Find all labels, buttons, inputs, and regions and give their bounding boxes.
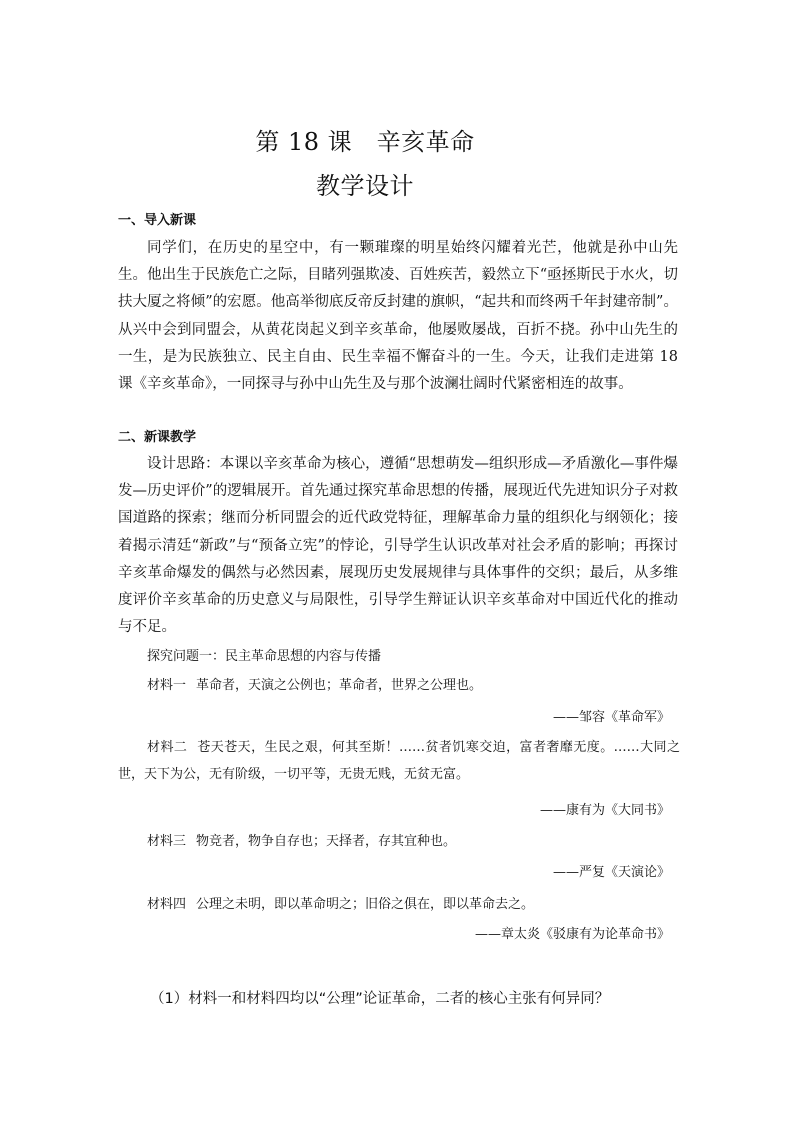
lesson-subtitle: 教学设计: [316, 172, 414, 200]
material-4: [118, 891, 680, 918]
material-2-source: ——康有为《大同书》: [539, 803, 670, 818]
material-1: [118, 672, 680, 699]
section-heading-new-lesson: 二、新课教学: [118, 430, 197, 445]
material-text: 革命者，天演之公例也；革命者，世界之公理也。: [196, 678, 483, 693]
material-3: [118, 828, 680, 855]
material-label: 材料三: [147, 834, 187, 849]
material-label: 材料一: [147, 678, 187, 693]
material-text: 苍天苍天，生民之艰，何其至斯！……贫者饥寒交迫，富者奢靡无度。……大同之世，天下为公，无有阶级，一切平等，无贵无贱，无贫无富。: [118, 740, 680, 782]
lesson-title: 第 18 课 辛亥革命: [255, 128, 475, 156]
material-1-source: ——邹容《革命军》: [552, 710, 670, 725]
material-label: 材料四: [147, 897, 187, 912]
material-2: [118, 734, 680, 788]
material-4-source: ——章太炎《驳康有为论革命书》: [474, 927, 670, 942]
material-text: 物竞者，物争自存也；天择者，存其宜种也。: [196, 834, 457, 849]
material-3-source: ——严复《天演论》: [552, 865, 670, 880]
design-idea-paragraph: 设计思路：本课以辛亥革命为核心，遵循“思想萌发—组织形成—矛盾激化—事件爆发—历史评价”的逻辑展开。首先通过探究革命思想的传播，展现近代先进知识分子对救国道路的探索；继而分析同盟会的近代政党特征，理解革命力量的组织化与纲领化；接着揭示清廷“新政”与“预备立宪”的悖论，引导学生认识改革对社会矛盾的影响；再探讨辛亥革命爆发的偶然与必然因素，展现历史发展规律与具体事件的交织；最后，从多维度评价辛亥革命的历史意义与局限性，引导学生辩证认识辛亥革命对中国近代化的推动与不足。: [118, 456, 678, 636]
material-text: 公理之未明，即以革命明之；旧俗之俱在，即以革命去之。: [196, 897, 535, 912]
inquiry-question-title: 探究问题一：民主革命思想的内容与传播: [147, 649, 382, 664]
material-label: 材料二: [147, 740, 188, 755]
sub-question-1: （1）材料一和材料四均以“公理”论证革命，二者的核心主张有何异同？: [150, 991, 610, 1007]
intro-paragraph: 同学们，在历史的星空中，有一颗璀璨的明星始终闪耀着光芒，他就是孙中山先生。他出生于民族危亡之际，目睹列强欺凌、百姓疾苦，毅然立下“亟拯斯民于水火，切扶大厦之将倾”的宏愿。他高举彻底反帝反封建的旗帜，“起共和而终两千年封建帝制”。从兴中会到同盟会，从黄花岗起义到辛亥革命，他屡败屡战，百折不挠。孙中山先生的一生，是为民族独立、民主自由、民生幸福不懈奋斗的一生。今天，让我们走进第 18 课《辛亥革命》，一同探寻与孙中山先生及与那个波澜壮阔时代紧密相连的故事。: [118, 240, 678, 393]
section-heading-intro: 一、导入新课: [118, 213, 197, 228]
